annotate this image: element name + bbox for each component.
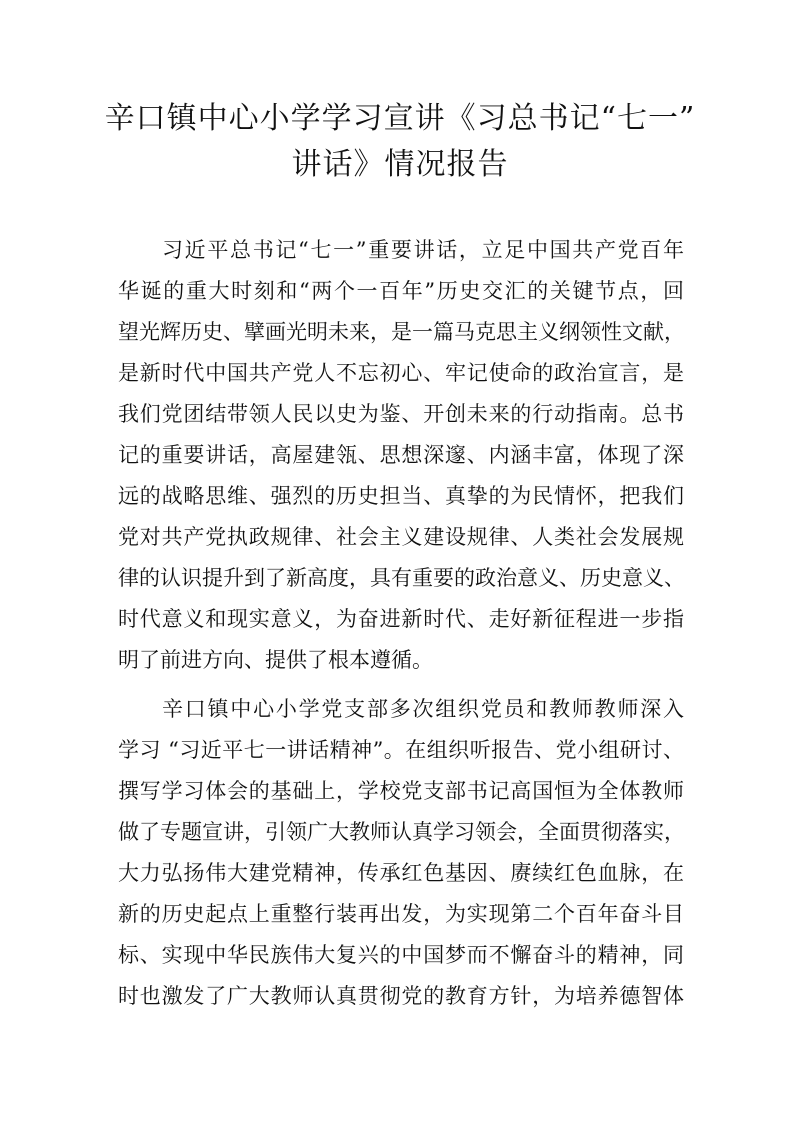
paragraph-line: 撰写学习体会的基础上，学校党支部书记高国恒为全体教师: [118, 779, 684, 803]
paragraph-line: 时也激发了广大教师认真贯彻党的教育方针，为培养德智体: [118, 984, 684, 1008]
paragraph-line: 做了专题宣讲，引领广大教师认真学习领会，全面贯彻落实，: [118, 820, 685, 844]
title-line-2: 讲话》情况报告: [291, 147, 509, 182]
title-line-1: 辛口镇中心小学学习宣讲《习总书记“七一”: [104, 101, 696, 136]
paragraph-line: 学习 “习近平七一讲话精神”。在组织听报告、党小组研讨、: [118, 738, 684, 762]
paragraph-1: [118, 230, 684, 681]
paragraph-line: 远的战略思维、强烈的历史担当、真挚的为民情怀，把我们: [118, 484, 684, 508]
paragraph-2: [118, 689, 684, 1017]
paragraph-line: 时代意义和现实意义，为奋进新时代、走好新征程进一步指: [118, 607, 684, 631]
paragraph-gap: [118, 681, 684, 689]
paragraph-line: 望光辉历史、擘画光明未来，是一篇马克思主义纲领性文献，: [118, 320, 685, 344]
paragraph-line: 律的认识提升到了新高度，具有重要的政治意义、历史意义、: [118, 566, 685, 590]
paragraph-line: 明了前进方向、提供了根本遵循。: [118, 648, 433, 672]
paragraph-line: 标、实现中华民族伟大复兴的中国梦而不懈奋斗的精神，同: [118, 943, 684, 967]
paragraph-line: 记的重要讲话，高屋建瓴、思想深邃、内涵丰富，体现了深: [118, 443, 684, 467]
paragraph-line: 华诞的重大时刻和“两个一百年”历史交汇的关键节点，回: [118, 279, 684, 303]
paragraph-line: 党对共产党执政规律、社会主义建设规律、人类社会发展规: [118, 525, 684, 549]
paragraph-line: 是新时代中国共产党人不忘初心、牢记使命的政治宣言，是: [118, 361, 684, 385]
paragraph-line: 辛口镇中心小学党支部多次组织党员和教师教师深入: [162, 697, 684, 721]
document-title: [100, 96, 700, 188]
paragraph-line: 习近平总书记“七一”重要讲话，立足中国共产党百年: [162, 238, 684, 262]
paragraph-line: 大力弘扬伟大建党精神，传承红色基因、赓续红色血脉，在: [118, 861, 684, 885]
paragraph-line: 新的历史起点上重整行装再出发，为实现第二个百年奋斗目: [118, 902, 684, 926]
document-body: [118, 230, 684, 1017]
paragraph-line: 我们党团结带领人民以史为鉴、开创未来的行动指南。总书: [118, 402, 684, 426]
